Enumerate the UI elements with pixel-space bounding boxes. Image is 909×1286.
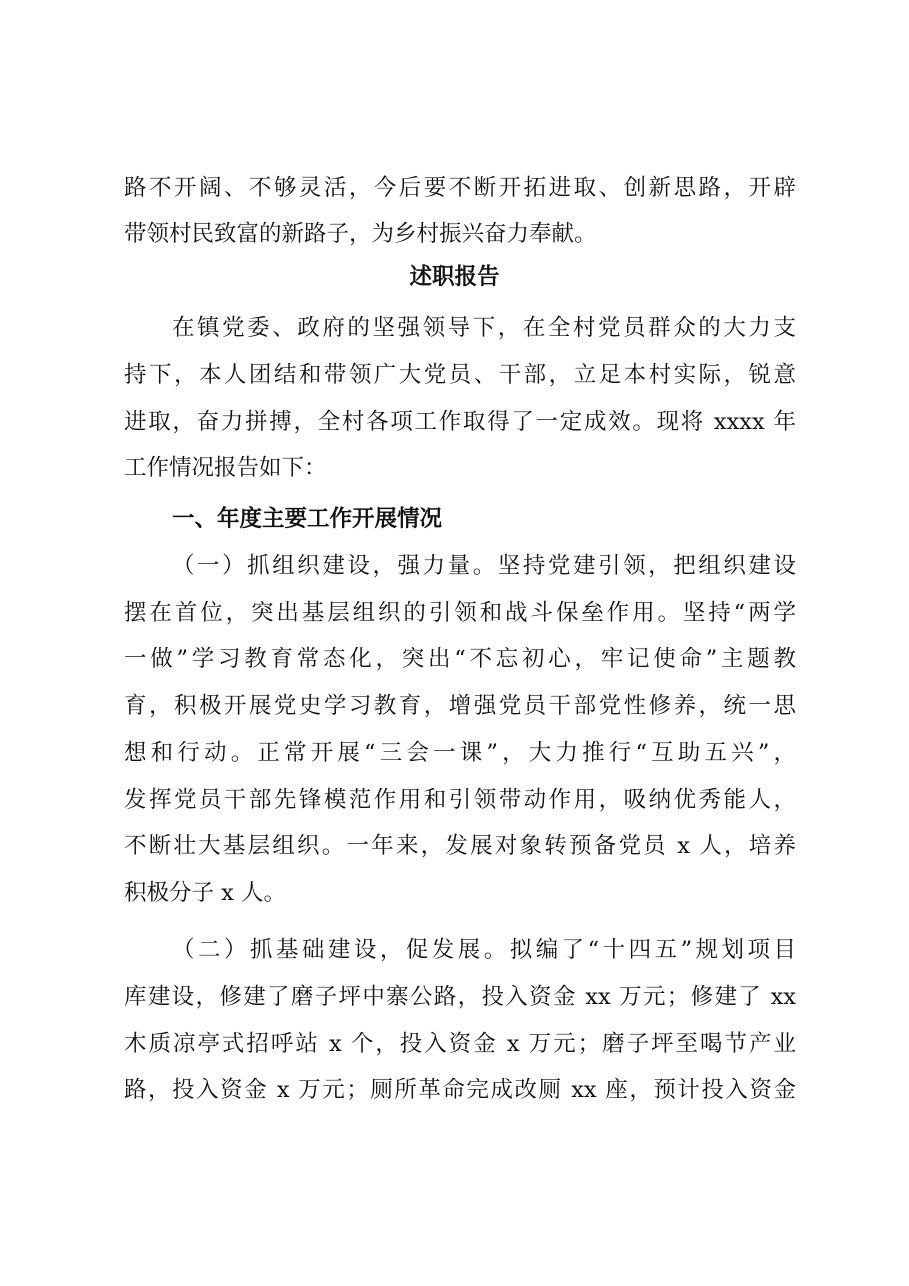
item1-line-7: 不断壮大基层组织。一年来，发展对象转预备党员 x 人，培养 bbox=[124, 833, 796, 859]
intro-line-3: 进取，奋力拼搏，全村各项工作取得了一定成效。现将 xxxx 年 bbox=[124, 409, 796, 435]
item1-line-3: 一做”学习教育常态化，突出“不忘初心，牢记使命”主题教 bbox=[124, 646, 796, 672]
continuation-line-1: 路不开阔、不够灵活，今后要不断开拓进取、创新思路，开辟 bbox=[124, 175, 796, 201]
continuation-line-2: 带领村民致富的新路子，为乡村振兴奋力奉献。 bbox=[124, 221, 597, 247]
item1-line-4: 育，积极开展党史学习教育，增强党员干部党性修养，统一思 bbox=[124, 693, 796, 719]
item1-line-5: 想和行动。正常开展“三会一课”，大力推行“互助五兴”， bbox=[124, 740, 796, 766]
item1-line-1: （一）抓组织建设，强力量。坚持党建引领，把组织建设 bbox=[172, 553, 796, 579]
section-heading: 一、年度主要工作开展情况 bbox=[172, 506, 443, 532]
item2-line-4: 路，投入资金 x 万元；厕所革命完成改厕 xx 座，预计投入资金 bbox=[124, 1077, 796, 1103]
item2-line-1: （二）抓基础建设，促发展。拟编了“十四五”规划项目 bbox=[172, 937, 796, 963]
intro-line-1: 在镇党委、政府的坚强领导下，在全村党员群众的大力支 bbox=[172, 315, 796, 341]
item2-line-3: 木质凉亭式招呼站 x 个，投入资金 x 万元；磨子坪至喝节产业 bbox=[124, 1031, 796, 1057]
item1-line-6: 发挥党员干部先锋模范作用和引领带动作用，吸纳优秀能人， bbox=[124, 787, 796, 813]
report-title: 述职报告 bbox=[409, 264, 500, 290]
intro-line-4: 工作情况报告如下： bbox=[124, 455, 327, 481]
item2-line-2: 库建设，修建了磨子坪中寨公路，投入资金 xx 万元；修建了 xx bbox=[124, 984, 796, 1010]
item1-line-2: 摆在首位，突出基层组织的引领和战斗保垒作用。坚持“两学 bbox=[124, 600, 796, 626]
intro-line-2: 持下，本人团结和带领广大党员、干部，立足本村实际，锐意 bbox=[124, 362, 796, 388]
item1-line-8: 积极分子 x 人。 bbox=[124, 880, 286, 906]
